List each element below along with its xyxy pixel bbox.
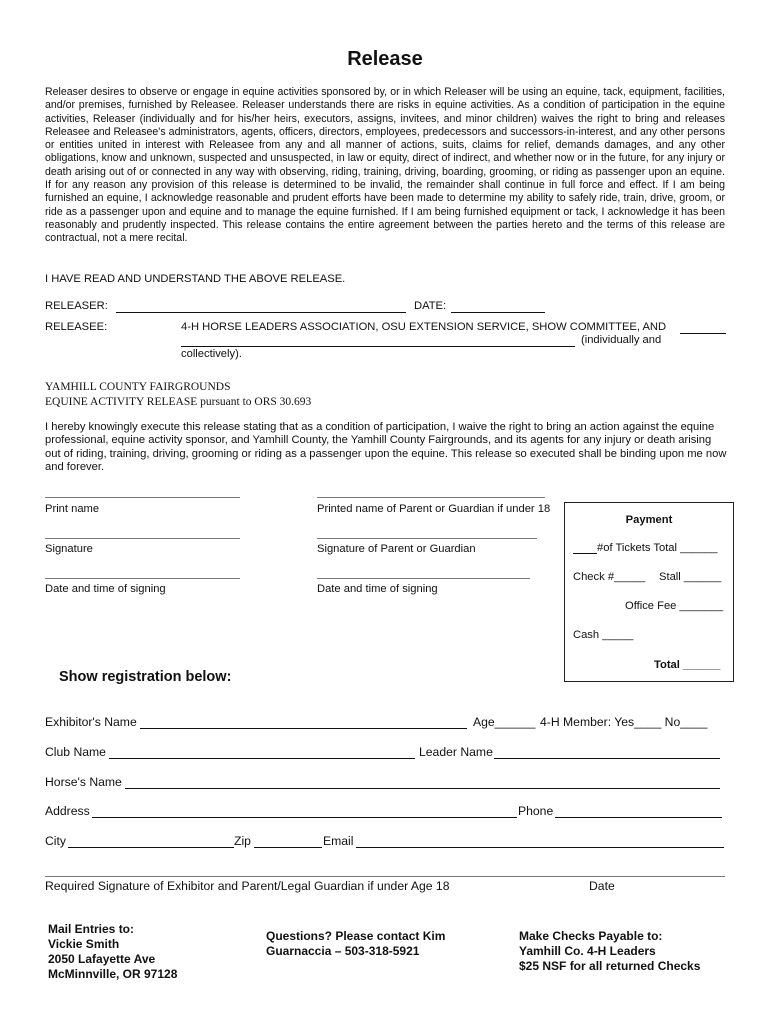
tickets-field[interactable]: #of Tickets Total ______ <box>597 542 718 554</box>
fairgrounds-name: YAMHILL COUNTY FAIRGROUNDS <box>45 381 231 393</box>
parent-signature-line[interactable] <box>317 538 537 539</box>
parent-print-name-line[interactable] <box>317 497 545 498</box>
email-field[interactable] <box>356 847 724 848</box>
member-field[interactable]: 4-H Member: Yes____ No____ <box>540 715 708 729</box>
check-field[interactable]: Check #_____ <box>573 571 646 583</box>
questions-line2: Guarnaccia – 503-318-5921 <box>266 944 420 958</box>
address-label: Address <box>45 804 90 818</box>
total-field[interactable]: Total ______ <box>654 659 721 671</box>
required-signature-line[interactable] <box>45 876 725 877</box>
date-time-line[interactable] <box>45 578 240 579</box>
signature-line[interactable] <box>45 538 240 539</box>
equine-release-statute: EQUINE ACTIVITY RELEASE pursuant to ORS 30.693 <box>45 396 312 408</box>
parent-date-time-line[interactable] <box>317 578 530 579</box>
releasee-extra-line[interactable] <box>680 333 726 334</box>
fairgrounds-heading <box>45 380 311 410</box>
release-paragraph: Releaser desires to observe or engage in equine activities sponsored by, or in which Releaser will be using an equine, tack, equipment, facilities, and/or premises, furnished by Releasee. Releaser understands there are risks in equine activities. As a condition of participation in the equine activities, Releaser (individually and for his/her heirs, executors, assigns, invitees, and minor children) waives the right to bring and releases Releasee and Releasee's administrators, agents, officers, directors, employees, predecessors and successors-in-interest, and any other persons or entities united in interest with Releasee from any and all manner of actions, suits, claims for relief, demands damages, and any other obligations, know and unknown, suspected and unsuspected, in law or equity, direct of indirect, and whether now or in the future, for any injury or death arising out of or connected in any way with observing, riding, training, driving, boarding, grooming, or riding as passenger upon an equine. If for any reason any provision of this release is determined to be invalid, the remainder shall continue in full force and effect. If I am being furnished an equine, I acknowledge reasonable and prudent efforts have been made to determine my ability to safely ride, train, drive, groom, or ride as a passenger upon and equine and to manage the equine furnished. If I am being furnished equipment or tack, I acknowledge it has been reasonably and prudently inspected. This release contains the entire agreement between the parties hereto and the terms of this release are contractual, not a mere recital. <box>45 86 725 245</box>
print-name-label: Print name <box>45 503 100 515</box>
phone-label: Phone <box>518 804 554 818</box>
checks-payable-block <box>519 929 700 974</box>
checks-line1: Make Checks Payable to: <box>519 929 663 943</box>
releasee-text: 4-H HORSE LEADERS ASSOCIATION, OSU EXTENSION SERVICE, SHOW COMMITTEE, AND <box>181 321 667 333</box>
questions-line1: Questions? Please contact Kim <box>266 929 446 943</box>
club-name-field[interactable] <box>109 758 415 759</box>
office-fee-field[interactable]: Office Fee _______ <box>625 600 724 612</box>
releaser-label: RELEASER: <box>45 300 108 312</box>
release-date-line[interactable] <box>451 312 545 313</box>
releasee-name-line[interactable] <box>181 346 575 347</box>
zip-label: Zip <box>234 834 251 848</box>
mail-street: 2050 Lafayette Ave <box>48 952 156 966</box>
date-label: DATE: <box>414 300 447 312</box>
waiver-paragraph: I hereby knowingly execute this release stating that as a condition of participation, I waive the right to bring an action against the equine professional, equine activity sponsor, and Yamhill County, the Yamhill County Fairgrounds, and its agents for any injury or death arising out of riding, training, driving, grooming or riding as a passenger upon the equine. This release so executed shall be binding upon me now and forever. <box>45 421 727 473</box>
required-signature-label: Required Signature of Exhibitor and Parent/Legal Guardian if under Age 18 <box>45 879 450 893</box>
zip-field[interactable] <box>254 847 322 848</box>
mail-title: Mail Entries to: <box>48 922 135 936</box>
print-name-line[interactable] <box>45 497 240 498</box>
releasee-individually: (individually and <box>581 334 662 346</box>
registration-date-label: Date <box>589 879 615 893</box>
horse-name-field[interactable] <box>125 788 720 789</box>
parent-print-name-label: Printed name of Parent or Guardian if under 18 <box>317 503 551 515</box>
page-title: Release <box>347 48 423 70</box>
email-label: Email <box>323 834 354 848</box>
registration-heading: Show registration below: <box>59 669 232 685</box>
address-field[interactable] <box>92 817 517 818</box>
phone-field[interactable] <box>555 817 722 818</box>
checks-line2: Yamhill Co. 4-H Leaders <box>519 944 656 958</box>
cash-field[interactable]: Cash _____ <box>573 629 634 641</box>
releasee-label: RELEASEE: <box>45 321 108 333</box>
mail-entries-block <box>48 922 177 982</box>
releaser-signature-line[interactable] <box>116 312 406 313</box>
releasee-collectively: collectively). <box>181 348 242 360</box>
checks-line3: $25 NSF for all returned Checks <box>519 959 701 973</box>
exhibitor-name-label: Exhibitor's Name <box>45 715 137 729</box>
date-time-label: Date and time of signing <box>45 583 166 595</box>
tickets-count-line[interactable] <box>573 553 597 554</box>
horse-name-label: Horse's Name <box>45 775 122 789</box>
mail-name: Vickie Smith <box>48 937 120 951</box>
stall-field[interactable]: Stall ______ <box>659 571 722 583</box>
questions-block <box>266 929 445 959</box>
club-name-label: Club Name <box>45 745 106 759</box>
acknowledgement: I HAVE READ AND UNDERSTAND THE ABOVE RELEASE. <box>45 273 346 285</box>
parent-date-time-label: Date and time of signing <box>317 583 438 595</box>
city-label: City <box>45 834 66 848</box>
age-field[interactable]: Age______ <box>473 715 536 729</box>
payment-box <box>564 502 734 682</box>
parent-signature-label: Signature of Parent or Guardian <box>317 543 476 555</box>
mail-city: McMinnville, OR 97128 <box>48 967 178 981</box>
exhibitor-name-field[interactable] <box>140 728 467 729</box>
leader-name-label: Leader Name <box>419 745 493 759</box>
signature-label: Signature <box>45 543 93 555</box>
city-field[interactable] <box>68 847 234 848</box>
payment-title: Payment <box>625 514 673 526</box>
leader-name-field[interactable] <box>494 758 720 759</box>
